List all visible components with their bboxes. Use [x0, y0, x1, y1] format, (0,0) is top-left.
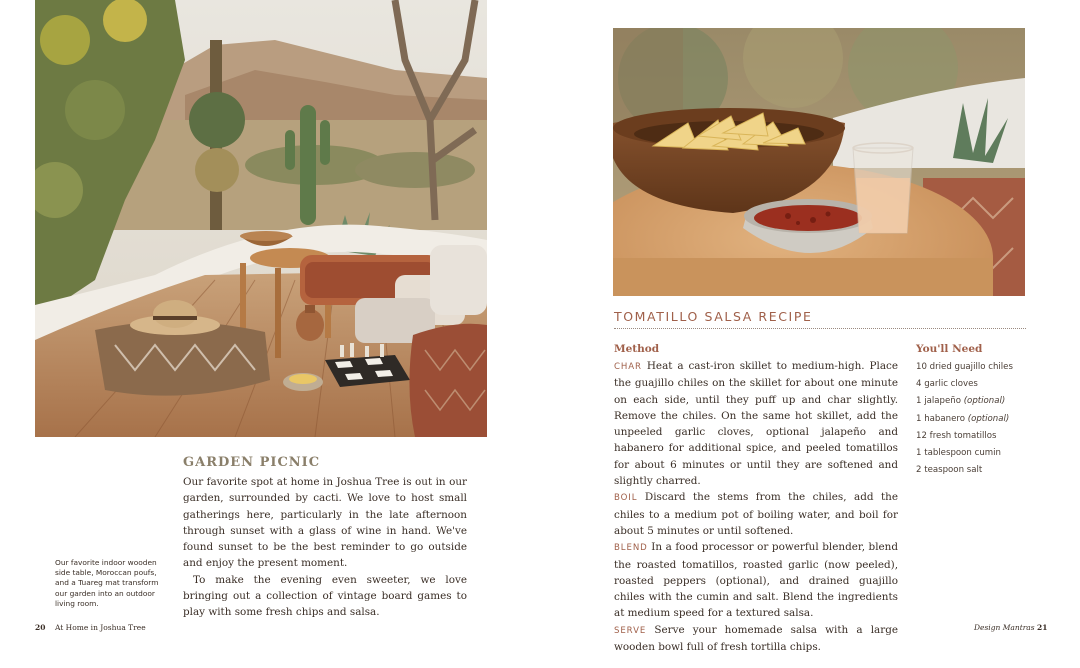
ingredient-item — [916, 411, 1013, 428]
step-text: Discard the stems from the chiles, add the chiles to a medium pot of boiling water, and boil for about 5 minutes or until softened. — [614, 491, 898, 537]
method-heading: Method — [614, 343, 660, 355]
ingredient-note: (optional) — [967, 413, 1010, 424]
step-label: BLEND — [614, 543, 648, 554]
method-step — [614, 622, 898, 656]
ingredient-item — [916, 393, 1013, 410]
dotted-divider — [614, 328, 1026, 329]
ingredient-text: 4 garlic cloves — [916, 379, 978, 390]
method-steps — [614, 358, 898, 655]
step-text: Heat a cast-iron skillet to medium-high. Place the guajillo chiles on the skillet for about one minute on each side, until they puff up and char slightly. Remove the chiles. On the same hot skillet, add the unpeeled garlic cloves, optional jalapeño and habanero for additional spice, and peeled tomatillos for about 6 minutes or until they are softened and slightly charred. — [614, 360, 898, 488]
ingredient-item — [916, 462, 1013, 479]
ingredient-item — [916, 376, 1013, 393]
method-step — [614, 489, 898, 539]
ingredient-item — [916, 428, 1013, 445]
garden-paragraph: Our favorite spot at home in Joshua Tree is out in our garden, surrounded by cacti. We love to host small gatherings here, particularly in the late afternoon through sunset with a glass of wine in hand. We've found sunset to be the best reminder to go outside and enjoy the present moment. — [183, 476, 467, 570]
right-page-number: 21 — [1037, 623, 1048, 632]
ingredient-text: 12 fresh tomatillos — [916, 430, 997, 441]
step-text: In a food processor or powerful blender, blend the roasted tomatillos, roasted garlic (now peeled), roasted peppers (optional), and drained guajillo chiles with the cumin and salt. Blend the ingredients at medium speed for a textured salsa. — [614, 541, 899, 620]
garden-picnic-heading: GARDEN PICNIC — [183, 455, 321, 470]
step-label: SERVE — [614, 625, 647, 636]
ingredient-text: 1 tablespoon cumin — [916, 448, 1001, 459]
left-running-title: At Home in Joshua Tree — [55, 623, 146, 632]
ingredient-text: 1 jalapeño — [916, 396, 961, 407]
ingredient-item — [916, 445, 1013, 462]
ingredient-text: 10 dried guajillo chiles — [916, 362, 1013, 372]
ingredient-text: 2 teaspoon salt — [916, 465, 983, 476]
method-step — [614, 358, 898, 489]
ingredient-note: (optional) — [963, 396, 1006, 407]
ingredient-text: 1 habanero — [916, 413, 965, 424]
recipe-title: TOMATILLO SALSA RECIPE — [614, 309, 813, 324]
chips-and-salsa-photo — [613, 28, 1025, 296]
garden-picnic-body — [183, 474, 467, 621]
step-label: CHAR — [614, 362, 642, 372]
ingredient-list — [916, 359, 1013, 479]
garden-patio-photo — [35, 0, 487, 437]
chips-salsa-illustration — [613, 28, 1025, 296]
ingredient-item — [916, 359, 1013, 376]
step-text: Serve your homemade salsa with a large wooden bowl full of fresh tortilla chips. — [614, 623, 898, 654]
photo-caption: Our favorite indoor wooden side table, Moroccan poufs, and a Tuareg mat transform our garden into an outdoor living room. — [55, 558, 159, 608]
right-running-title: Design Mantras — [974, 623, 1035, 632]
method-step — [614, 539, 898, 621]
left-page-number: 20 — [35, 623, 46, 632]
youll-need-heading: You'll Need — [916, 343, 983, 355]
step-label: BOIL — [614, 493, 638, 504]
garden-patio-illustration — [35, 0, 487, 437]
garden-paragraph: To make the evening even sweeter, we love bringing out a collection of vintage board games to play with some fresh chips and salsa. — [183, 573, 467, 619]
